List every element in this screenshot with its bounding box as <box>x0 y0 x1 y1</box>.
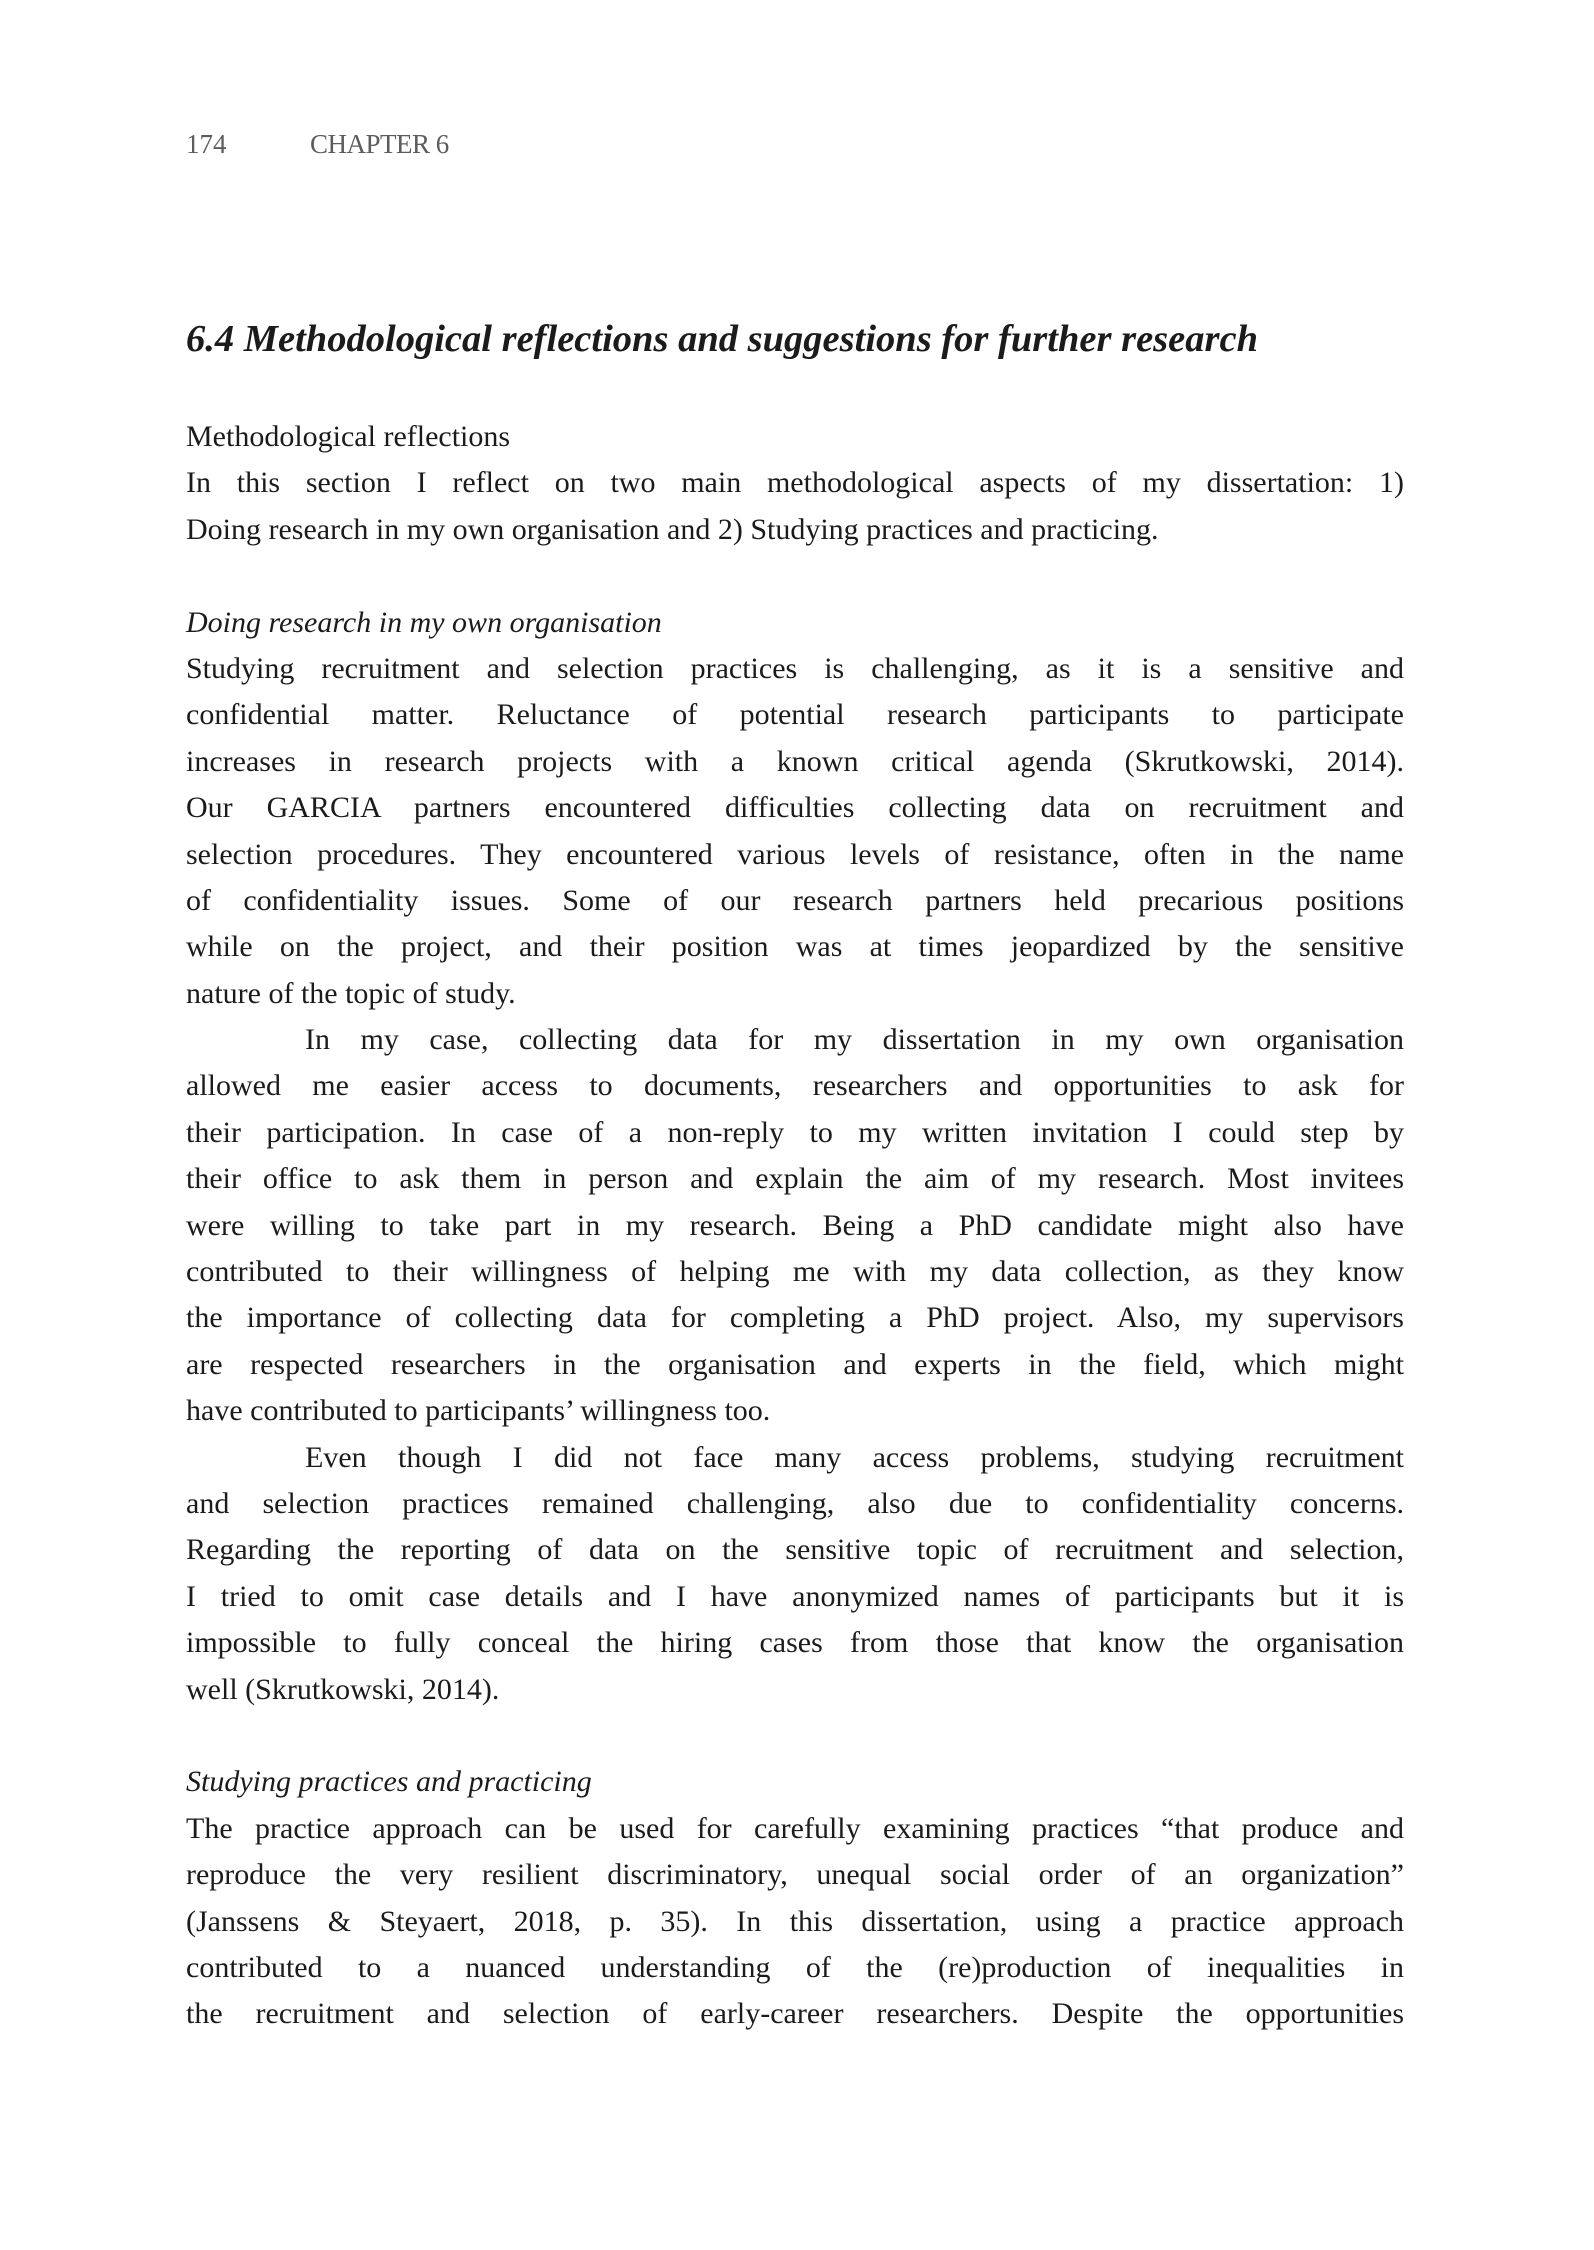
text-line: increases in research projects with a known critical agenda (Skrutkowski, 2014). <box>186 744 1404 778</box>
subheading-studying-practices: Studying practices and practicing <box>186 1765 592 1799</box>
page-number: 174 <box>186 129 227 159</box>
text-line: well (Skrutkowski, 2014). <box>186 1672 500 1706</box>
text-line: Even though I did not face many access problems, studying recruitment <box>305 1440 1404 1474</box>
text-line: confidential matter. Reluctance of potential research participants to participate <box>186 698 1404 732</box>
text-line: In my case, collecting data for my dissertation in my own organisation <box>305 1023 1404 1057</box>
text-line: and selection practices remained challenging, also due to confidentiality concerns. <box>186 1486 1404 1520</box>
text-line: their participation. In case of a non-reply to my written invitation I could step by <box>186 1115 1404 1149</box>
text-line: were willing to take part in my research. Being a PhD candidate might also have <box>186 1208 1404 1242</box>
text-line: the recruitment and selection of early-career researchers. Despite the opportunities <box>186 1997 1404 2031</box>
text-line: contributed to a nuanced understanding of the (re)production of inequalities in <box>186 1950 1404 1984</box>
text-line: contributed to their willingness of helping me with my data collection, as they know <box>186 1255 1404 1289</box>
text-line: The practice approach can be used for carefully examining practices “that produce and <box>186 1811 1404 1845</box>
text-line: Doing research in my own organisation and 2) Studying practices and practicing. <box>186 512 1159 546</box>
chapter-label: CHAPTER 6 <box>310 129 449 159</box>
text-line: selection procedures. They encountered various levels of resistance, often in the name <box>186 837 1404 871</box>
subsection-heading: Methodological reflections <box>186 420 511 453</box>
text-line: while on the project, and their position was at times jeopardized by the sensitive <box>186 930 1404 964</box>
text-line: In this section I reflect on two main methodological aspects of my dissertation: 1) <box>186 466 1404 500</box>
text-line: of confidentiality issues. Some of our research partners held precarious positions <box>186 883 1404 917</box>
text-line: Our GARCIA partners encountered difficulties collecting data on recruitment and <box>186 791 1404 825</box>
text-line: are respected researchers in the organisation and experts in the field, which might <box>186 1347 1404 1381</box>
subheading-own-organisation: Doing research in my own organisation <box>186 605 662 639</box>
text-line: reproduce the very resilient discriminatory, unequal social order of an organization” <box>186 1858 1404 1892</box>
text-line: nature of the topic of study. <box>186 976 516 1010</box>
section-heading: 6.4 Methodological reflections and suggestions for further research <box>186 318 1258 360</box>
text-line: have contributed to participants’ willingness too. <box>186 1394 771 1428</box>
text-line: allowed me easier access to documents, researchers and opportunities to ask for <box>186 1069 1404 1103</box>
text-line: their office to ask them in person and explain the aim of my research. Most invitees <box>186 1162 1404 1196</box>
text-line: the importance of collecting data for completing a PhD project. Also, my supervisors <box>186 1301 1404 1335</box>
text-line: (Janssens & Steyaert, 2018, p. 35). In this dissertation, using a practice approach <box>186 1904 1404 1938</box>
text-line: I tried to omit case details and I have anonymized names of participants but it is <box>186 1579 1404 1613</box>
text-line: impossible to fully conceal the hiring cases from those that know the organisation <box>186 1626 1404 1660</box>
text-line: Regarding the reporting of data on the sensitive topic of recruitment and selection, <box>186 1533 1404 1567</box>
text-line: Studying recruitment and selection practices is challenging, as it is a sensitive and <box>186 651 1404 685</box>
body-text <box>186 414 1404 2038</box>
